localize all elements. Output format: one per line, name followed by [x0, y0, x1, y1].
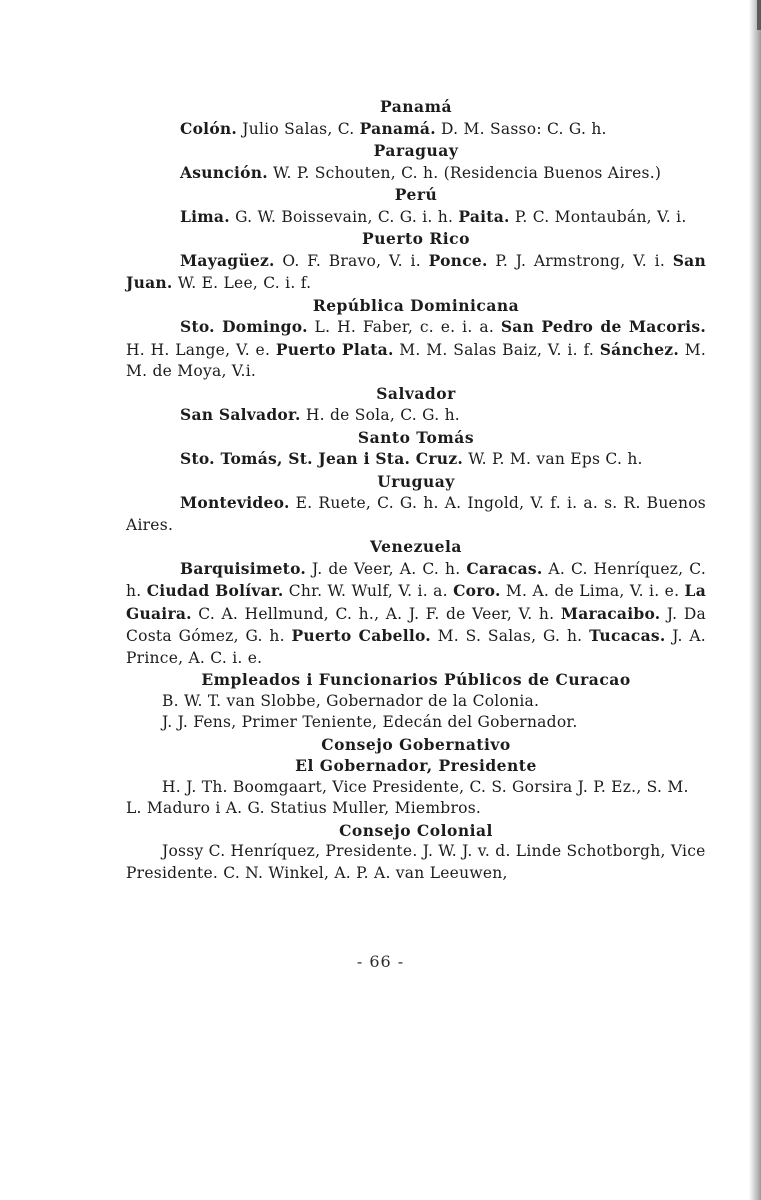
- entry-text: M. M. de Moya, V.i.: [126, 340, 706, 380]
- city-name: Puerto Plata.: [275, 339, 394, 359]
- city-name: Sto. Domingo.: [180, 317, 308, 336]
- city-name: La Guaira.: [126, 581, 706, 623]
- entry-text: Julio Salas, C.: [237, 119, 360, 138]
- entry-text: C. A. Hellmund, C. h., A. J. F. de Veer, V. h.: [191, 604, 561, 623]
- city-name: San Pedro de Macoris.: [500, 317, 707, 336]
- page-edge-corner: [757, 0, 761, 30]
- consulate-entry: [126, 250, 706, 295]
- city-name: Sto. Tomás, St. Jean i Sta. Cruz.: [180, 449, 464, 468]
- entry-text: W. P. M. van Eps C. h.: [463, 450, 643, 468]
- entry-text: J. de Veer, A. C. h.: [306, 559, 467, 578]
- entry-text: W. E. Lee, C. i. f.: [172, 274, 312, 292]
- entry-text: M. A. de Lima, V. i. e.: [500, 582, 685, 600]
- city-name: Sánchez.: [599, 339, 680, 359]
- city-name: Barquisimeto.: [180, 558, 307, 578]
- city-name: Maracaibo.: [560, 603, 661, 623]
- entry-text: B. W. T. van Slobbe, Gobernador de la Colonia.: [162, 691, 540, 710]
- entry-text: P. C. Montaubán, V. i.: [509, 207, 687, 226]
- entry-text: W. P. Schouten, C. h. (Residencia Buenos Aires.): [267, 163, 662, 182]
- city-name: Tucacas.: [589, 626, 666, 645]
- section-heading-consejo-gobernativo: Consejo Gobernativo: [321, 734, 511, 754]
- entry-text: G. W. Boissevain, C. G. i. h.: [229, 207, 459, 226]
- city-name: San Salvador.: [180, 405, 301, 424]
- entry-text: J. J. Fens, Primer Teniente, Edecán del Gobernador.: [162, 713, 578, 731]
- entry-text: Jossy C. Henríquez, Presidente. J. W. J. v. d. Linde Schotborgh, Vice Presidente. C. N. Winkel, A. P. A. van Leeuwen,: [126, 842, 706, 882]
- city-name: San Juan.: [126, 250, 706, 292]
- section-heading-salvador: Salvador: [376, 383, 456, 403]
- entry-text: M. M. Salas Baiz, V. i. f.: [393, 340, 600, 359]
- entry-text: O. F. Bravo, V. i.: [274, 251, 429, 270]
- city-name: Ciudad Bolívar.: [146, 581, 284, 600]
- entry-text: M. S. Salas, G. h.: [430, 627, 590, 645]
- section-heading-santo-tomas: Santo Tomás: [357, 427, 475, 447]
- city-name: Coro.: [453, 581, 501, 600]
- personnel-entry: [126, 777, 706, 820]
- section-heading-panama: Panamá: [379, 97, 453, 116]
- consulate-entry: [126, 558, 706, 670]
- section-heading-puerto-rico: Puerto Rico: [362, 229, 470, 248]
- city-name: Caracas.: [466, 558, 543, 578]
- city-name: Paita.: [458, 206, 510, 226]
- city-name: Montevideo.: [180, 493, 290, 512]
- city-name: Ponce.: [428, 250, 488, 270]
- section-heading-republica-dominicana: República Dominicana: [312, 295, 520, 315]
- section-heading-uruguay: Uruguay: [377, 471, 455, 491]
- entry-text: D. M. Sasso: C. G. h.: [435, 119, 607, 138]
- entry-text: H. de Sola, C. G. h.: [300, 406, 460, 424]
- entry-text: L. H. Faber, c. e. i. a.: [307, 318, 501, 336]
- consulate-entry: [126, 448, 706, 471]
- city-name: Puerto Cabello.: [291, 626, 431, 645]
- city-name: Mayagüez.: [180, 250, 275, 270]
- entry-text: H. H. Lange, V. e.: [126, 340, 276, 359]
- city-name: Panamá.: [359, 118, 436, 138]
- entry-text: Chr. W. Wulf, V. i. a.: [283, 582, 454, 600]
- personnel-entry: [126, 691, 706, 713]
- consulate-entry: [126, 206, 706, 229]
- entry-text: P. J. Armstrong, V. i.: [487, 251, 673, 270]
- section-heading-paraguay: Paraguay: [373, 141, 459, 160]
- consulate-entry: [126, 404, 706, 427]
- personnel-entry: [126, 712, 706, 734]
- entry-text: A. C. Henríquez, C. h.: [126, 559, 706, 600]
- page-number: - 66 -: [356, 952, 405, 971]
- section-heading-empleados-i-funcionarios-publicos-de-curacao: Empleados i Funcionarios Públicos de Curacao: [201, 670, 631, 689]
- consulate-entry: [126, 162, 706, 185]
- city-name: Asunción.: [180, 162, 268, 182]
- consulate-entry: [126, 492, 706, 536]
- section-heading-peru: Perú: [394, 185, 438, 204]
- consulate-entry: [126, 316, 706, 383]
- entry-text: J. A. Prince, A. C. i. e.: [126, 627, 706, 667]
- section-heading-venezuela: Venezuela: [370, 537, 462, 556]
- city-name: Lima.: [180, 206, 230, 226]
- city-name: Colón.: [180, 118, 238, 138]
- entry-text: J. Da Costa Gómez, G. h.: [126, 604, 706, 645]
- entry-text: E. Ruete, C. G. h. A. Ingold, V. f. i. a. s. R. Buenos Aires.: [126, 494, 706, 534]
- entry-text: H. J. Th. Boomgaart, Vice Presidente, C. S. Gorsira J. P. Ez., S. M. L. Maduro i A. G. Statius Muller, Miembros.: [126, 777, 689, 817]
- directory-text: [126, 96, 706, 884]
- section-heading-el-gobernador-presidente: El Gobernador, Presidente: [295, 756, 537, 775]
- personnel-entry: [126, 841, 706, 884]
- consulate-entry: [126, 118, 706, 141]
- section-heading-consejo-colonial: Consejo Colonial: [339, 820, 493, 840]
- page-edge-shadow: [749, 0, 761, 1200]
